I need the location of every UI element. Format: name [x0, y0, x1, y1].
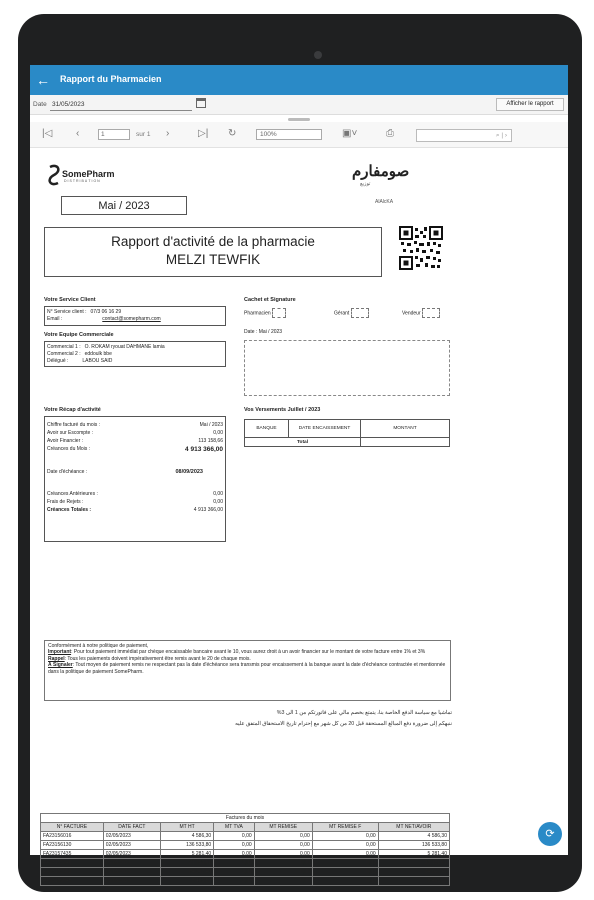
save-icon[interactable]: ▣˅: [342, 128, 358, 139]
factures-cell: 0,00: [214, 868, 254, 877]
factures-cell: 0,00: [214, 832, 254, 841]
table-row: [41, 850, 450, 859]
recap-label: Frais de Rejets :: [47, 499, 84, 505]
recap-label: Date d'échéance :: [47, 469, 88, 475]
notice-important-label: Important: [48, 649, 72, 656]
logo-right-caption: AlAlcKA: [375, 199, 394, 205]
cachet-pharmacien: [244, 308, 286, 318]
signature-box: [272, 308, 286, 318]
table-row: [41, 868, 450, 877]
factures-cell: 0,00: [312, 868, 378, 877]
recap-row: [45, 468, 225, 476]
factures-cell: 0,00: [312, 832, 378, 841]
date-label: Date: [33, 101, 47, 108]
arabic-notice-line2: ننبهكم إلى ضرورة دفع المبالغ المستحقة قبل 20 من كل شهر مع إحترام تاريخ الاستحقاق المتفق عليه: [235, 721, 452, 727]
logo-left-subtext: DISTRIBUTION: [64, 179, 101, 183]
recap-value: 113 158,66: [198, 438, 223, 444]
recap-value: 0,00: [213, 430, 223, 436]
service-box: [44, 306, 226, 326]
show-report-button[interactable]: Afficher le rapport: [496, 98, 564, 111]
table-row: [41, 859, 450, 868]
factures-cell: 5 281,40: [160, 850, 213, 859]
pharmacy-name: MELZI TEWFIK: [165, 252, 261, 267]
versements-total: Total: [245, 438, 361, 447]
notice-signaler-text: : Tout moyen de paiement remis ne respectant pas la date d'échéance sera transmis pour encaissement à la banque avant la date d'échéance contractée et mentionnée dans la politique de paiement SomePharm.: [48, 662, 446, 675]
prev-page-icon[interactable]: ‹: [76, 128, 80, 139]
date-input[interactable]: 31/05/2023: [50, 98, 192, 111]
factures-cell: 0,00: [214, 841, 254, 850]
factures-cell: 84 067,40: [378, 868, 449, 877]
versements-total-value: [361, 438, 450, 447]
factures-cell: 02/05/2023: [103, 832, 160, 841]
factures-cell: 0,00: [312, 859, 378, 868]
report-month: Mai / 2023: [61, 196, 187, 215]
equipe-value: O. ROKAM ryouat DAHMANE lamia: [84, 344, 165, 350]
service-row: [45, 309, 225, 316]
factures-cell: 0,00: [214, 850, 254, 859]
signature-box: [422, 308, 440, 318]
recap-box: [44, 416, 226, 542]
cachet-gerant: [334, 308, 369, 318]
report-document: [30, 149, 568, 884]
first-page-icon[interactable]: |◁: [42, 128, 53, 139]
recap-label: Avoir sur Escompte :: [47, 430, 94, 436]
report-title: Rapport d'activité de la pharmacie: [111, 234, 315, 249]
factures-cell: FA23157640: [41, 859, 104, 868]
service-title: Votre Service Client: [44, 297, 96, 303]
factures-cell: 0,00: [254, 841, 312, 850]
factures-cell: FA23157435: [41, 850, 104, 859]
recap-row: [45, 429, 225, 437]
arabic-notice-line1: تماشيا مع سياسة الدفع الخاصة بنا، يتمتع بخصم مالي على فاتورتكم من 1 الى 3%: [276, 710, 452, 716]
drag-handle[interactable]: [288, 118, 310, 121]
factures-body: [41, 832, 450, 886]
factures-header-cell: DATE FACT: [103, 823, 160, 832]
recap-label: Créances du Mois :: [47, 446, 91, 452]
versements-title: Vos Versements Juillet / 2023: [244, 407, 321, 413]
date-bar: [30, 95, 568, 115]
factures-cell: 136 533,80: [378, 841, 449, 850]
service-email-label: Email :: [47, 316, 63, 322]
recap-title: Votre Récap d'activité: [44, 407, 101, 413]
factures-cell: 0,00: [254, 832, 312, 841]
notice-important-text: : Pour tout paiement immédiat par chèque encaissable bancaire avant le 10, vous aurez droit à un avoir financier sur le montant de votre facture entre 1% et 3%: [71, 649, 426, 656]
recap-row: [45, 490, 225, 498]
equipe-row: [45, 344, 225, 351]
factures-cell: 03/05/2023: [103, 868, 160, 877]
zoom-select[interactable]: 100%: [256, 129, 322, 140]
notice-rappel-text: : Tous les paiements doivent impérativement être remis avant le 20 de chaque mois.: [64, 655, 251, 662]
cachet-title: Cachet et Signature: [244, 297, 296, 303]
print-icon[interactable]: ⎙: [386, 128, 394, 139]
factures-cell: 03/05/2023: [103, 877, 160, 886]
service-row: [45, 316, 225, 323]
stamp-area: [244, 340, 450, 396]
factures-table: [40, 813, 450, 886]
factures-cell: 5 493,52: [378, 877, 449, 886]
recap-label: Créances Totales :: [47, 507, 92, 513]
logo-left-text: SomePharm: [62, 169, 115, 179]
factures-title: Factures du mois: [41, 814, 450, 823]
page-number-input[interactable]: 1: [98, 129, 130, 140]
refresh-report-icon[interactable]: ↻: [228, 128, 237, 139]
versements-table: [244, 419, 450, 447]
factures-cell: FA23156130: [41, 841, 104, 850]
notice-intro: Conformément à notre politique de paiement,: [48, 643, 149, 649]
factures-cell: 02/05/2023: [103, 841, 160, 850]
factures-header-cell: N° FACTURE: [41, 823, 104, 832]
table-row: [41, 841, 450, 850]
viewer-toolbar: [30, 122, 568, 148]
recap-label: Chiffre facturé du mois :: [47, 422, 100, 428]
factures-cell: 5 493,52: [160, 877, 213, 886]
search-input[interactable]: ⌕ | ›: [416, 129, 512, 142]
recap-value: 08/09/2023: [175, 469, 203, 475]
table-row: [41, 832, 450, 841]
recap-row: [45, 506, 225, 514]
factures-header-cell: MT TVA: [214, 823, 254, 832]
recap-row: [45, 421, 225, 429]
refresh-icon[interactable]: ⟳: [538, 822, 562, 846]
factures-header-cell: MT REMISE: [254, 823, 312, 832]
service-phone-label: N° Service client :: [47, 309, 87, 315]
recap-row: [45, 498, 225, 506]
versements-col-banque: BANQUE: [245, 420, 289, 438]
app-bar: [30, 65, 568, 95]
signature-box: [351, 308, 369, 318]
factures-cell: 84 067,40: [160, 868, 213, 877]
equipe-row: [45, 358, 225, 365]
calendar-icon[interactable]: [196, 98, 206, 108]
camera-dot: [314, 51, 322, 59]
equipe-row: [45, 351, 225, 358]
next-page-icon[interactable]: ›: [166, 128, 170, 139]
factures-cell: 0,00: [254, 859, 312, 868]
factures-cell: 0,00: [254, 877, 312, 886]
factures-header-cell: MT REMISE F: [312, 823, 378, 832]
factures-header-cell: MT HT: [160, 823, 213, 832]
recap-value: Mai / 2023: [199, 422, 223, 428]
factures-cell: 02/05/2023: [103, 850, 160, 859]
factures-cell: FA23156016: [41, 832, 104, 841]
recap-value: 0,00: [213, 491, 223, 497]
report-title-box: [44, 227, 382, 277]
recap-value: 0,00: [213, 499, 223, 505]
factures-cell: 21 181,61: [160, 859, 213, 868]
factures-cell: 0,00: [254, 868, 312, 877]
versements-col-date: DATE ENCAISSEMENT: [289, 420, 361, 438]
logo-right-subtext: توزيع: [360, 181, 371, 187]
factures-cell: 0,00: [312, 841, 378, 850]
factures-cell: 21 181,61: [378, 859, 449, 868]
versements-col-montant: MONTANT: [361, 420, 450, 438]
logo-right-arabic: صومفارم: [352, 163, 410, 180]
factures-cell: 4 586,30: [160, 832, 213, 841]
factures-cell: 4 586,30: [378, 832, 449, 841]
factures-cell: FA23157993: [41, 868, 104, 877]
factures-header-cell: MT NET/AVOIR: [378, 823, 449, 832]
notice-rappel-label: Rappel: [48, 655, 65, 662]
equipe-label: Commercial 1 :: [47, 344, 81, 350]
cachet-date: Date : Mai / 2023: [244, 329, 283, 335]
equipe-value: LABOU SAID: [82, 358, 113, 364]
factures-cell: 136 533,80: [160, 841, 213, 850]
table-row: [41, 877, 450, 886]
recap-row: [45, 437, 225, 445]
cachet-gerant-label: Gérant: [334, 310, 350, 317]
factures-cell: 0,00: [312, 850, 378, 859]
recap-value: 4 913 366,00: [185, 446, 223, 453]
recap-label: Avoir Financier :: [47, 438, 84, 444]
payment-notice: [44, 640, 451, 701]
cachet-pharmacien-label: Pharmacien: [244, 310, 271, 317]
recap-row: [45, 445, 225, 454]
factures-cell: 5 281,40: [378, 850, 449, 859]
factures-cell: 03/05/2023: [103, 859, 160, 868]
page-count-label: sur 1: [136, 131, 151, 138]
notice-signaler: [48, 662, 447, 675]
page-title: Rapport du Pharmacien: [60, 74, 162, 84]
qr-code: [399, 226, 443, 270]
cachet-vendeur: [402, 308, 440, 318]
app-screen: [30, 65, 568, 884]
equipe-box: [44, 341, 226, 367]
cachet-vendeur-label: Vendeur: [402, 310, 421, 317]
factures-header-row: [41, 823, 450, 832]
recap-label: Créances Antérieures :: [47, 491, 98, 497]
equipe-value: eddoulk bbe: [84, 351, 112, 357]
factures-cell: 0,00: [214, 877, 254, 886]
factures-cell: 0,00: [214, 859, 254, 868]
factures-cell: FA23158045: [41, 877, 104, 886]
equipe-label: Commercial 2 :: [47, 351, 81, 357]
recap-value: 4 913 366,00: [193, 507, 223, 513]
service-email-link[interactable]: contact@somepharm.com: [102, 316, 161, 322]
service-phone: 07/3 06 16 29: [90, 309, 122, 315]
equipe-label: Délégué :: [47, 358, 69, 364]
factures-cell: 0,00: [254, 850, 312, 859]
notice-signaler-label: À Signaler: [48, 662, 73, 669]
equipe-title: Votre Equipe Commerciale: [44, 332, 114, 338]
factures-cell: 0,00: [312, 877, 378, 886]
last-page-icon[interactable]: ▷|: [198, 128, 209, 139]
arrow-left-icon[interactable]: ←: [36, 72, 50, 88]
